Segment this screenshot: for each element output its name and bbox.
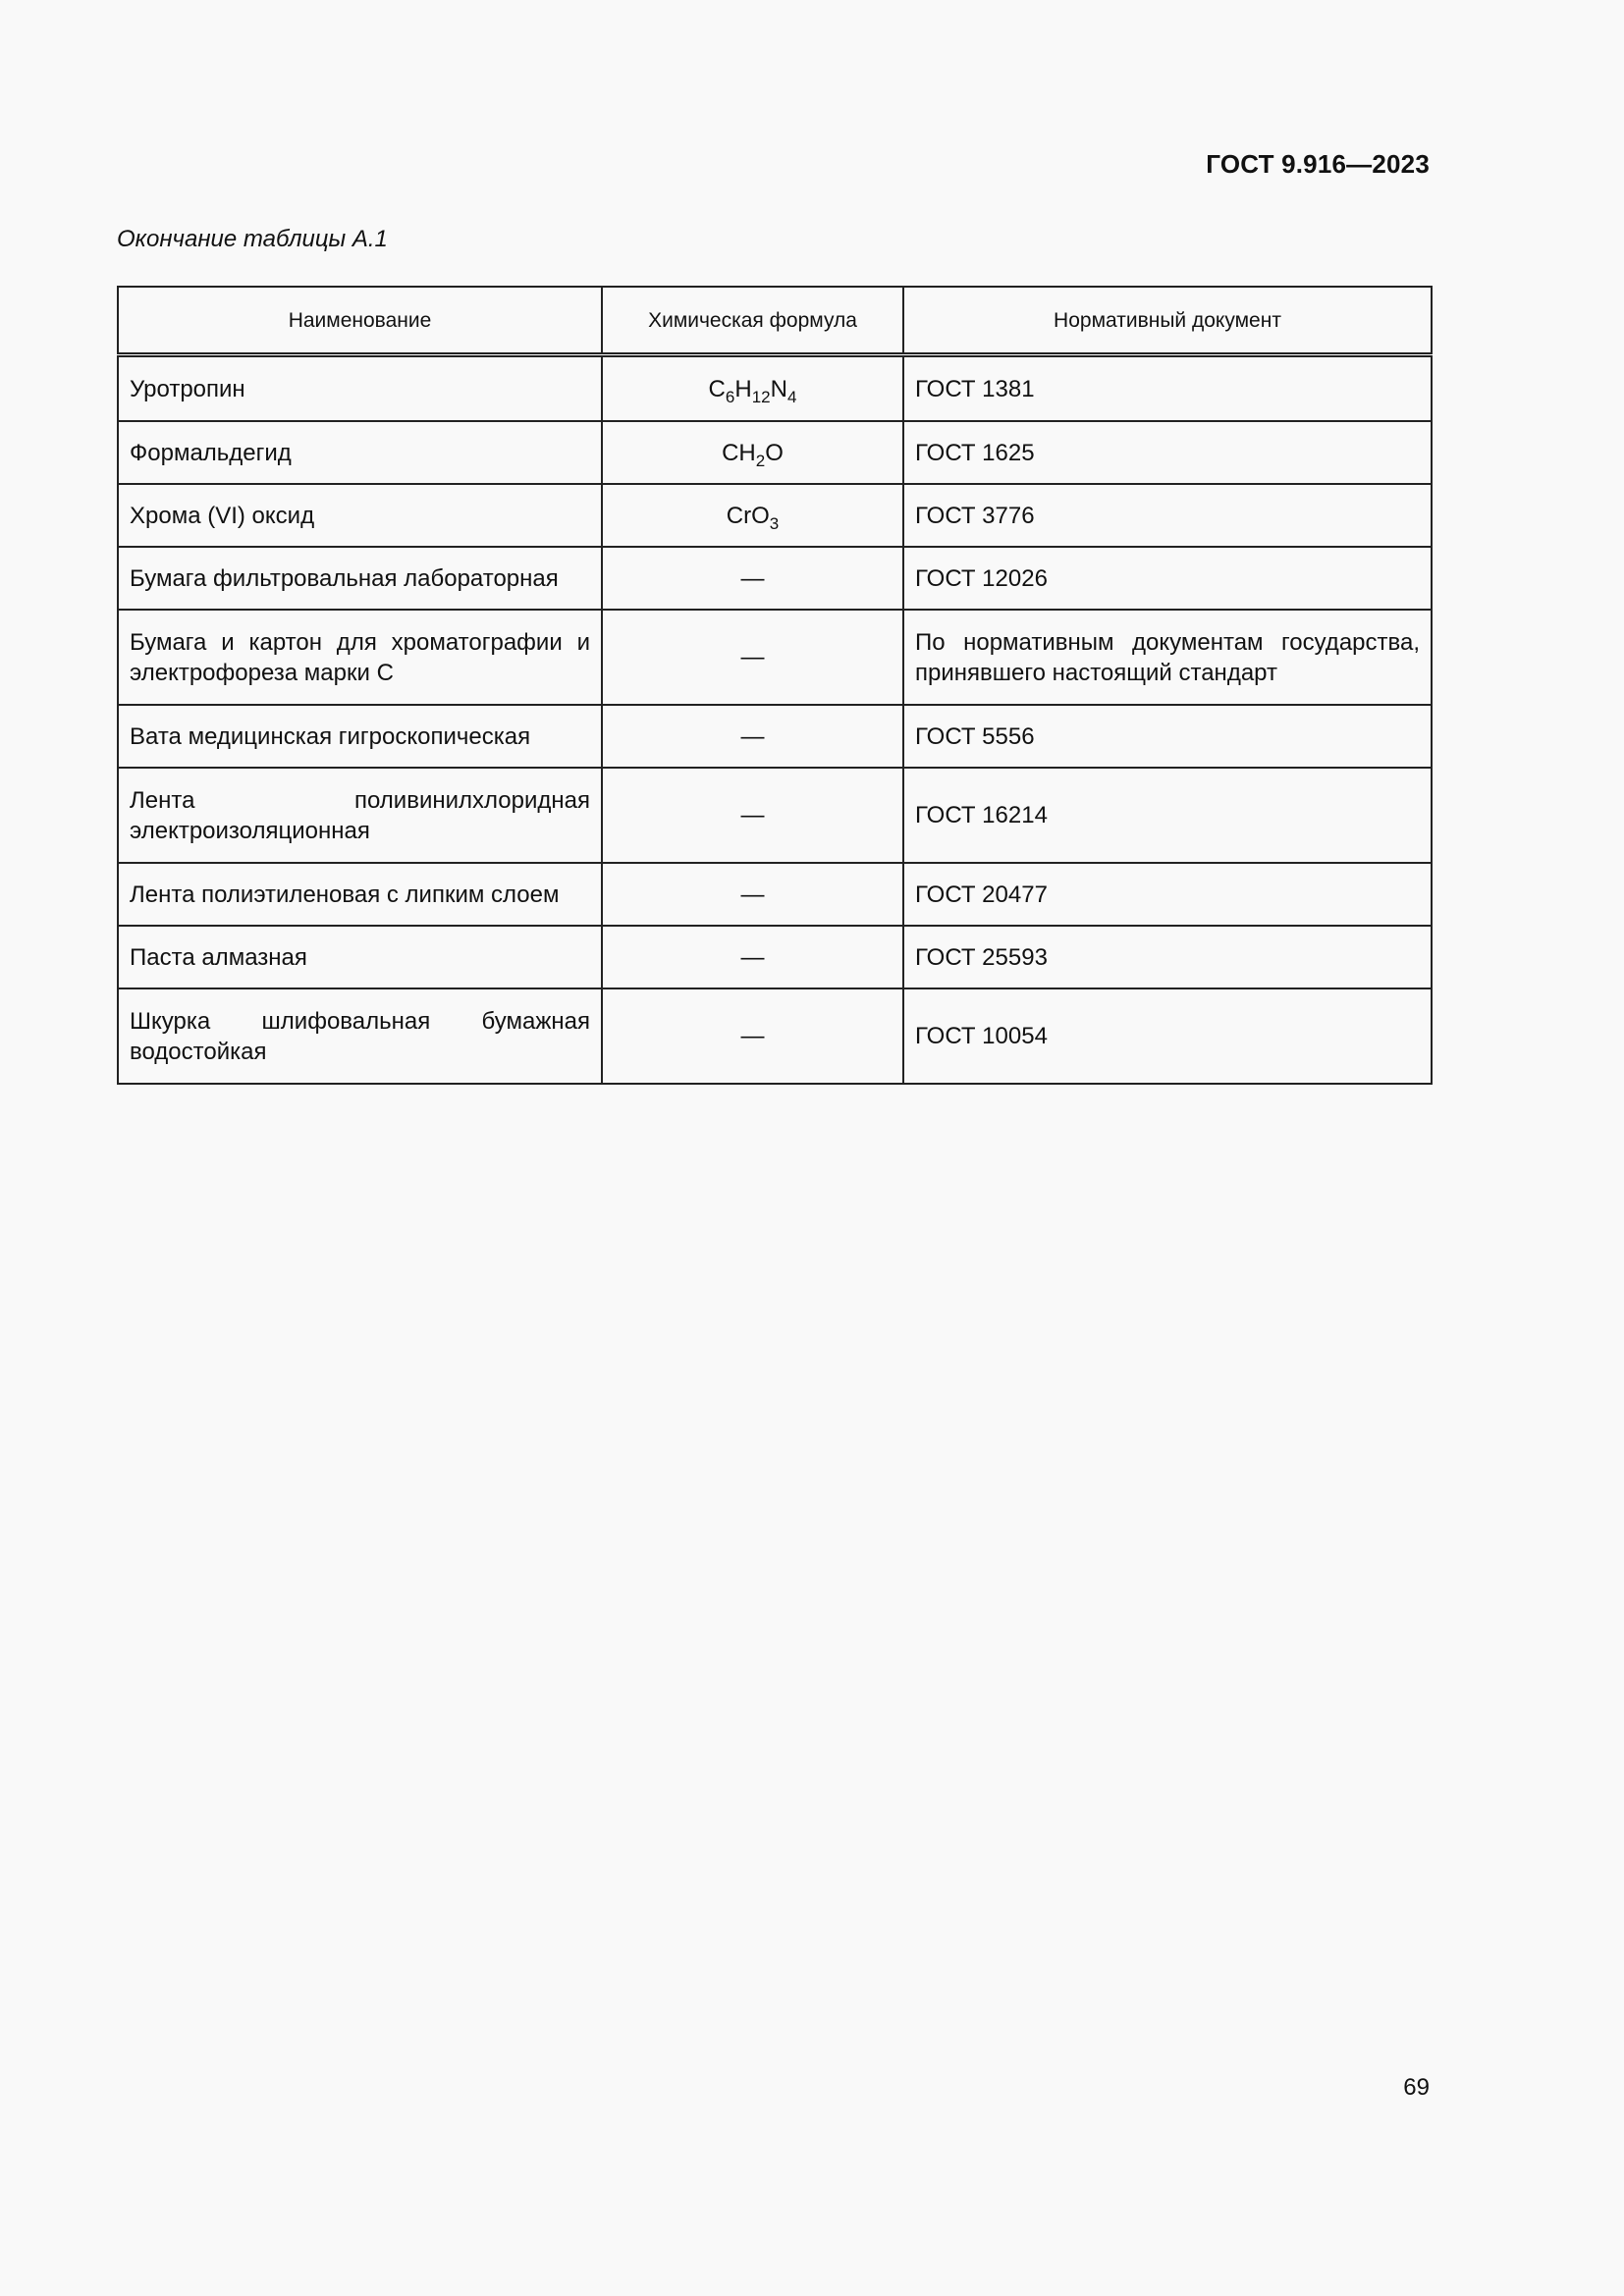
table-row (118, 610, 1432, 705)
table-row (118, 988, 1432, 1084)
table-row (118, 484, 1432, 547)
column-header-name: Наименование (118, 287, 602, 355)
table-row (118, 547, 1432, 610)
table-caption: Окончание таблицы А.1 (117, 226, 388, 252)
column-header-document: Нормативный документ (903, 287, 1432, 355)
cell-formula: — (602, 863, 903, 926)
cell-document: По нормативным документам государства, принявшего настоящий стандарт (903, 610, 1432, 705)
cell-name: Формальдегид (118, 421, 602, 484)
cell-name: Лента полиэтиленовая с липким слоем (118, 863, 602, 926)
cell-name: Паста алмазная (118, 926, 602, 988)
cell-formula: — (602, 768, 903, 863)
cell-formula: — (602, 705, 903, 768)
cell-name: Хрома (VI) оксид (118, 484, 602, 547)
cell-formula: — (602, 988, 903, 1084)
cell-name: Бумага и картон для хроматографии и электрофореза марки С (118, 610, 602, 705)
table-row (118, 768, 1432, 863)
cell-document: ГОСТ 20477 (903, 863, 1432, 926)
table-row (118, 355, 1432, 422)
cell-formula: — (602, 610, 903, 705)
cell-formula: — (602, 926, 903, 988)
table-row (118, 421, 1432, 484)
cell-document: ГОСТ 16214 (903, 768, 1432, 863)
cell-name: Вата медицинская гигроскопическая (118, 705, 602, 768)
cell-formula: $C_6H_{12}N_4$ (602, 355, 903, 422)
table-header-row (118, 287, 1432, 355)
cell-document: ГОСТ 3776 (903, 484, 1432, 547)
table-row (118, 926, 1432, 988)
cell-formula: CrO$_3$ (602, 484, 903, 547)
table-row (118, 863, 1432, 926)
cell-name: Шкурка шлифовальная бумажная водостойкая (118, 988, 602, 1084)
column-header-formula: Химическая формула (602, 287, 903, 355)
cell-name: Лента поливинилхлоридная электроизоляционная (118, 768, 602, 863)
cell-name: Бумага фильтровальная лабораторная (118, 547, 602, 610)
cell-document: ГОСТ 5556 (903, 705, 1432, 768)
cell-document: ГОСТ 10054 (903, 988, 1432, 1084)
cell-document: ГОСТ 1381 (903, 355, 1432, 422)
cell-formula: — (602, 547, 903, 610)
cell-formula: $CH_2O$ (602, 421, 903, 484)
materials-table (117, 286, 1433, 1085)
cell-name: Уротропин (118, 355, 602, 422)
table-row (118, 705, 1432, 768)
cell-document: ГОСТ 12026 (903, 547, 1432, 610)
document-id-header: ГОСТ 9.916—2023 (1206, 149, 1430, 179)
page-number: 69 (1403, 2074, 1430, 2101)
cell-document: ГОСТ 1625 (903, 421, 1432, 484)
cell-document: ГОСТ 25593 (903, 926, 1432, 988)
